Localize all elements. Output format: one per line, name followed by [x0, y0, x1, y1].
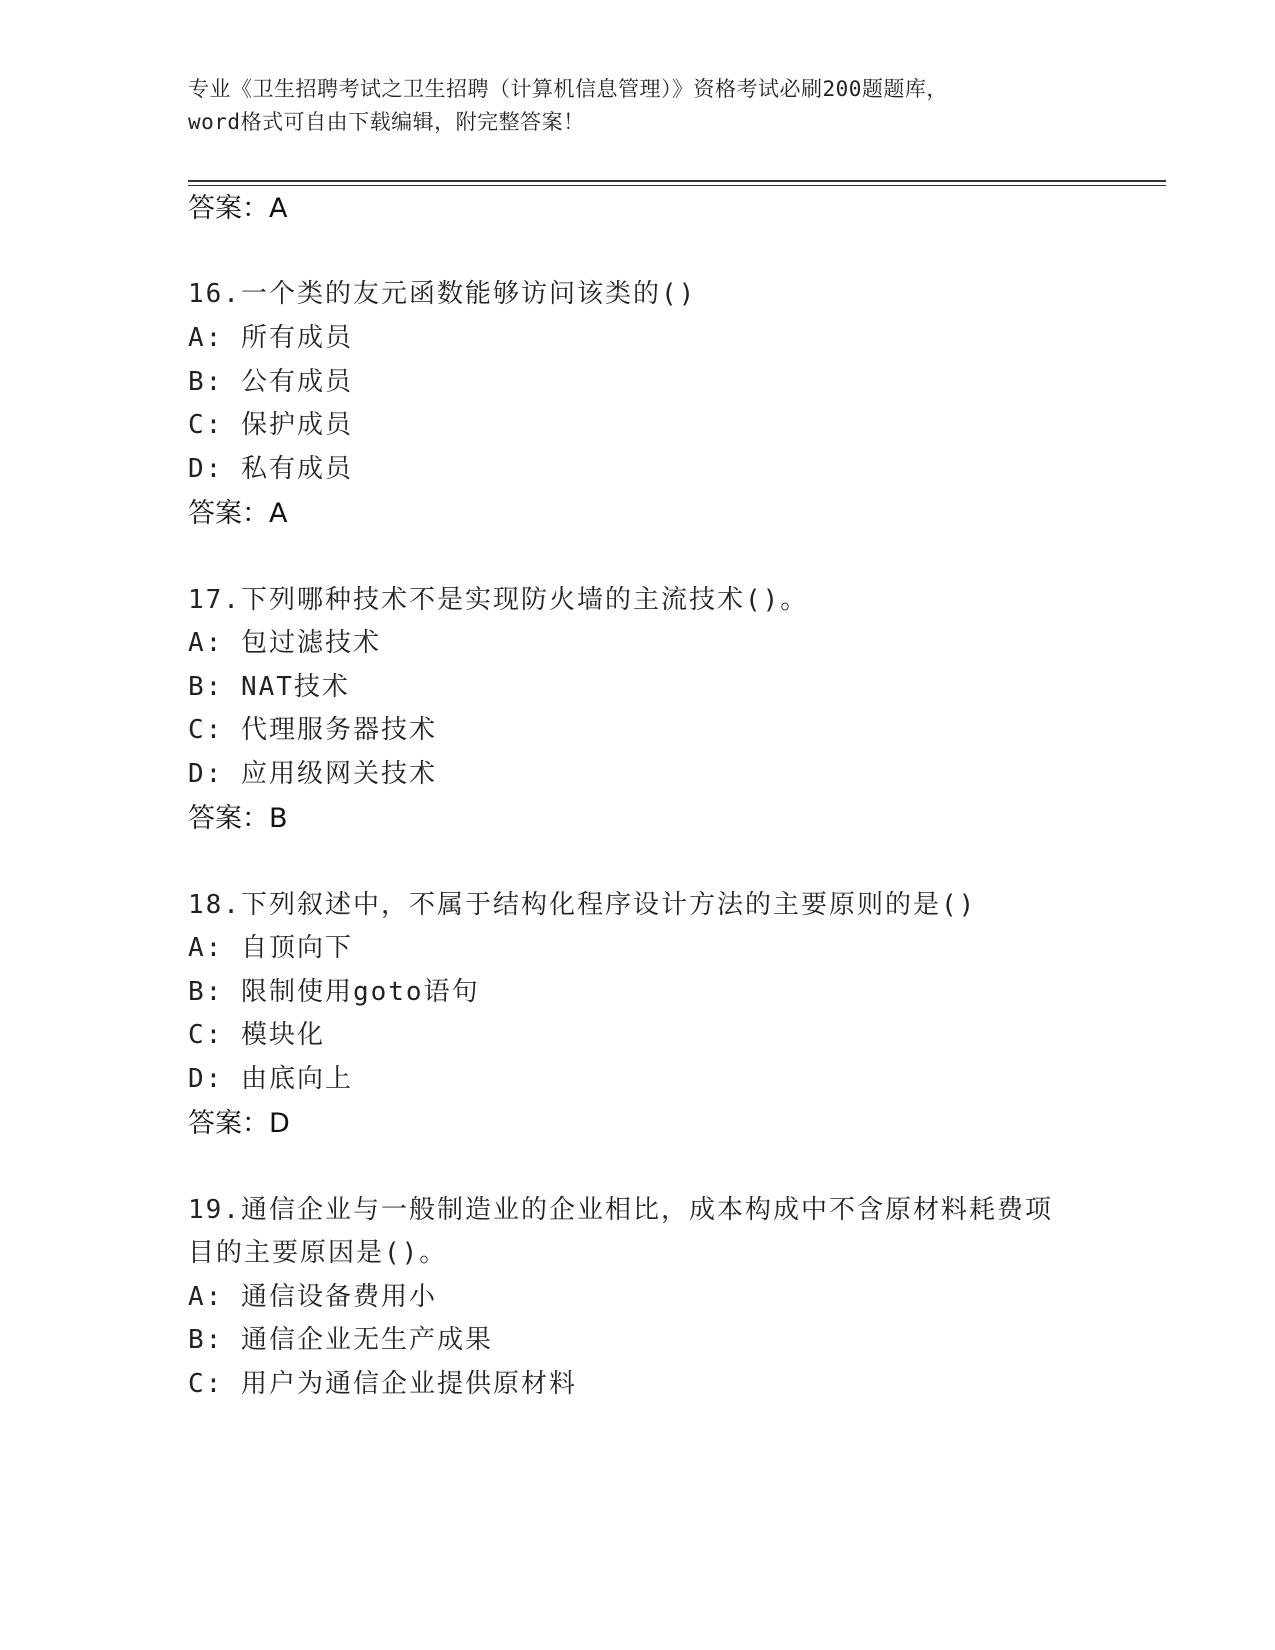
- question-17-option-c: C: 代理服务器技术: [188, 715, 437, 745]
- answer-prev: 答案：A: [188, 193, 288, 224]
- question-19-stem-line-1: 19.通信企业与一般制造业的企业相比，成本构成中不含原材料耗费项: [188, 1195, 1053, 1225]
- question-18-answer: 答案：D: [188, 1108, 290, 1139]
- question-16-option-c: C: 保护成员: [188, 410, 353, 440]
- header-rule-thin: [188, 185, 1166, 186]
- question-19-option-a: A: 通信设备费用小: [188, 1282, 437, 1312]
- question-19-option-c: C: 用户为通信企业提供原材料: [188, 1369, 577, 1399]
- question-18-stem: 18.下列叙述中，不属于结构化程序设计方法的主要原则的是(): [188, 890, 977, 920]
- question-18-option-c: C: 模块化: [188, 1020, 325, 1050]
- question-18-option-a: A: 自顶向下: [188, 933, 353, 963]
- question-19-option-b: B: 通信企业无生产成果: [188, 1325, 493, 1355]
- question-16-stem: 16.一个类的友元函数能够访问该类的(): [188, 279, 697, 309]
- question-18-option-d: D: 由底向上: [188, 1064, 353, 1094]
- question-17-stem: 17.下列哪种技术不是实现防火墙的主流技术()。: [188, 585, 809, 615]
- document-header: [188, 73, 1088, 139]
- question-19-stem-line-2: 目的主要原因是()。: [188, 1238, 448, 1268]
- question-18-option-b: B: 限制使用goto语句: [188, 977, 480, 1007]
- question-17-answer: 答案：B: [188, 803, 288, 834]
- header-line-1: 专业《卫生招聘考试之卫生招聘（计算机信息管理）》资格考试必刷200题题库，: [188, 77, 948, 101]
- question-17-option-d: D: 应用级网关技术: [188, 759, 437, 789]
- question-16-option-b: B: 公有成员: [188, 367, 353, 397]
- question-16-option-d: D: 私有成员: [188, 454, 353, 484]
- question-16-option-a: A: 所有成员: [188, 323, 353, 353]
- header-line-2: word格式可自由下载编辑，附完整答案！: [188, 110, 585, 134]
- question-17-option-b: B: NAT技术: [188, 672, 350, 702]
- question-16-answer: 答案：A: [188, 498, 288, 529]
- question-17-option-a: A: 包过滤技术: [188, 628, 381, 658]
- header-rule-thick: [188, 180, 1166, 182]
